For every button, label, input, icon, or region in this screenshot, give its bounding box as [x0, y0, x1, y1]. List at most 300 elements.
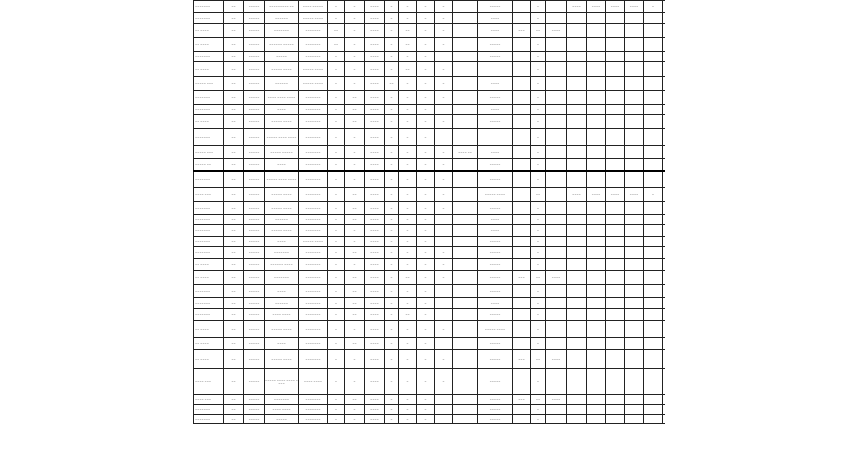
table-cell: ~~ — [224, 129, 244, 146]
table-row — [194, 105, 666, 115]
table-cell: ~ — [345, 225, 365, 237]
table-cell: ~ — [417, 309, 435, 321]
table-cell — [644, 62, 663, 77]
table-cell: ~ — [385, 369, 399, 395]
table-cell: ~~~~~~~ — [194, 247, 224, 259]
table-cell — [453, 188, 478, 202]
table-cell — [453, 1, 478, 13]
table-cell — [513, 91, 531, 105]
table-cell — [567, 62, 587, 77]
table-cell: ~ — [328, 225, 345, 237]
table-cell — [663, 215, 666, 225]
table-cell: ~~~~~ — [244, 171, 265, 188]
table-cell: ~ — [385, 13, 399, 24]
table-cell: ~ — [531, 1, 546, 13]
table-cell: ~~~~ — [478, 225, 513, 237]
table-cell: ~~~~~~~ — [299, 105, 328, 115]
table-cell: ~ — [435, 271, 453, 285]
table-cell: ~~~~~~~ — [194, 202, 224, 215]
table-cell: ~ — [399, 321, 417, 338]
table-cell: ~~ ~~~~ — [194, 62, 224, 77]
table-cell: ~ — [435, 350, 453, 369]
table-cell: ~ — [345, 171, 365, 188]
table-cell: ~ — [531, 259, 546, 271]
table-cell — [435, 309, 453, 321]
table-cell — [606, 13, 625, 24]
table-cell: ~~ — [224, 202, 244, 215]
table-cell: ~~~~~~~ — [299, 298, 328, 309]
table-cell — [644, 105, 663, 115]
table-cell — [587, 237, 606, 247]
table-cell: ~~~~ — [365, 369, 385, 395]
table-cell: ~~ — [399, 271, 417, 285]
table-cell — [606, 338, 625, 350]
table-cell — [513, 369, 531, 395]
table-cell: ~~~~~~~ — [265, 271, 299, 285]
table-cell — [663, 259, 666, 271]
table-cell — [546, 13, 567, 24]
table-row — [194, 202, 666, 215]
table-cell — [546, 369, 567, 395]
table-cell — [587, 338, 606, 350]
table-cell — [606, 285, 625, 298]
table-row — [194, 395, 666, 405]
table-cell: ~ — [385, 62, 399, 77]
table-cell — [567, 298, 587, 309]
table-cell: ~ — [345, 1, 365, 13]
table-row — [194, 171, 666, 188]
table-cell — [587, 62, 606, 77]
table-cell — [546, 115, 567, 129]
table-cell: ~~~~~ ~~~~ — [265, 202, 299, 215]
table-cell — [567, 321, 587, 338]
table-cell: ~ — [399, 395, 417, 405]
table-cell: ~ — [385, 309, 399, 321]
table-cell — [567, 309, 587, 321]
table-cell: ~ — [417, 259, 435, 271]
table-cell — [606, 215, 625, 225]
table-cell: ~ — [417, 415, 435, 424]
table-cell: ~ — [385, 159, 399, 171]
table-cell — [453, 338, 478, 350]
table-cell: ~~~~ — [365, 247, 385, 259]
table-cell — [567, 115, 587, 129]
table-cell: ~~~~~ — [478, 38, 513, 52]
table-cell — [663, 405, 666, 415]
table-cell: ~~ ~~~~ — [194, 259, 224, 271]
table-cell: ~ — [328, 146, 345, 159]
table-cell: ~ — [417, 298, 435, 309]
table-cell: ~ — [328, 202, 345, 215]
table-cell: ~~~~~~ — [265, 215, 299, 225]
table-row — [194, 159, 666, 171]
table-cell: ~~~~ — [365, 115, 385, 129]
table-cell — [644, 146, 663, 159]
table-cell: ~ — [531, 171, 546, 188]
table-cell: ~~~~~ — [478, 350, 513, 369]
table-cell: ~ — [328, 415, 345, 424]
table-cell: ~ — [417, 105, 435, 115]
table-cell: ~~~~~~~ — [299, 259, 328, 271]
table-cell — [625, 225, 644, 237]
table-row — [194, 369, 666, 395]
table-cell — [663, 202, 666, 215]
table-cell — [453, 129, 478, 146]
table-cell — [546, 309, 567, 321]
table-cell: ~~ — [224, 298, 244, 309]
table-cell — [546, 202, 567, 215]
table-cell: ~~~~~ — [478, 405, 513, 415]
table-cell: ~ — [385, 259, 399, 271]
table-cell: ~~ — [224, 159, 244, 171]
table-cell: ~~~~ — [478, 77, 513, 91]
table-cell: ~~ — [224, 405, 244, 415]
table-cell: ~~~~~ — [244, 247, 265, 259]
table-cell: ~~~~ — [478, 298, 513, 309]
table-cell — [546, 171, 567, 188]
table-cell: ~~~~~ — [244, 115, 265, 129]
table-cell — [453, 77, 478, 91]
table-cell: ~~~~ — [365, 271, 385, 285]
table-cell: ~~ — [399, 24, 417, 38]
table-cell: ~~~~~~ ~~~~ — [265, 259, 299, 271]
table-cell: ~ — [531, 202, 546, 215]
table-cell: ~~~~~ — [478, 415, 513, 424]
table-cell: ~ — [531, 62, 546, 77]
table-cell: ~~~~~~~ — [299, 247, 328, 259]
table-cell — [606, 369, 625, 395]
table-cell — [587, 52, 606, 62]
table-cell: ~~~~~~~ — [299, 115, 328, 129]
table-row — [194, 215, 666, 225]
table-cell — [587, 202, 606, 215]
table-cell: ~ — [399, 237, 417, 247]
table-cell — [567, 38, 587, 52]
table-cell: ~~~~~~~ — [299, 52, 328, 62]
table-cell: ~ — [531, 369, 546, 395]
table-cell: ~~~~~~~ — [265, 395, 299, 405]
table-cell — [663, 237, 666, 247]
table-cell — [625, 202, 644, 215]
table-cell — [567, 52, 587, 62]
table-cell — [513, 285, 531, 298]
table-cell: ~~~~~~~ — [194, 298, 224, 309]
table-cell — [625, 13, 644, 24]
table-cell: ~~~~~ — [244, 38, 265, 52]
table-cell: ~~~~ — [365, 52, 385, 62]
table-cell: ~~~~ — [567, 1, 587, 13]
table-cell — [625, 405, 644, 415]
table-row — [194, 309, 666, 321]
table-cell — [513, 105, 531, 115]
table-cell: ~~~~ — [265, 105, 299, 115]
table-cell — [453, 115, 478, 129]
table-cell: ~~ — [345, 309, 365, 321]
table-cell: ~~ — [224, 62, 244, 77]
table-cell: ~~~~~ ~~~~ — [299, 13, 328, 24]
table-cell: ~~~~~ — [478, 285, 513, 298]
table-cell: ~~~~~ ~~ — [194, 159, 224, 171]
table-cell — [644, 38, 663, 52]
table-cell: ~~ — [531, 188, 546, 202]
table-cell — [625, 77, 644, 91]
table-cell: ~~~~~ ~~~~ — [265, 115, 299, 129]
table-cell: ~~~~~~~ — [194, 129, 224, 146]
table-cell — [625, 52, 644, 62]
table-cell: ~~ — [224, 321, 244, 338]
table-cell: ~ — [385, 285, 399, 298]
table-cell: ~~ — [224, 395, 244, 405]
table-cell: ~ — [385, 395, 399, 405]
table-cell: ~~~~~ — [244, 350, 265, 369]
table-cell — [625, 105, 644, 115]
table-cell: ~~~~ — [365, 24, 385, 38]
table-cell — [567, 24, 587, 38]
table-cell — [587, 415, 606, 424]
table-cell — [513, 247, 531, 259]
table-cell: ~ — [385, 188, 399, 202]
table-cell — [663, 1, 666, 13]
table-cell — [644, 338, 663, 350]
table-cell: ~~ ~~~~ — [194, 115, 224, 129]
table-cell — [606, 395, 625, 405]
table-cell — [567, 171, 587, 188]
table-cell — [663, 62, 666, 77]
table-cell: ~~~~~ — [244, 146, 265, 159]
table-cell: ~ — [399, 298, 417, 309]
table-cell — [644, 271, 663, 285]
table-cell — [546, 215, 567, 225]
table-cell — [644, 247, 663, 259]
table-cell — [663, 338, 666, 350]
table-cell: ~~~~ — [265, 285, 299, 298]
table-cell: ~ — [399, 369, 417, 395]
table-cell: ~~~~~~~ — [299, 350, 328, 369]
table-cell: ~ — [345, 62, 365, 77]
table-cell: ~ — [328, 13, 345, 24]
table-cell — [663, 271, 666, 285]
table-cell — [663, 285, 666, 298]
table-cell: ~ — [399, 129, 417, 146]
table-cell: ~~ — [345, 247, 365, 259]
table-cell: ~~~~~~~ — [194, 405, 224, 415]
table-cell — [567, 350, 587, 369]
table-cell — [513, 62, 531, 77]
table-cell: ~~ — [224, 247, 244, 259]
table-cell: ~~~~ — [478, 146, 513, 159]
table-cell: ~~~~~~~ — [299, 309, 328, 321]
table-cell — [606, 159, 625, 171]
table-row — [194, 237, 666, 247]
table-cell — [567, 202, 587, 215]
table-cell: ~~ — [224, 338, 244, 350]
table-cell: ~~~~ ~~ — [453, 146, 478, 159]
table-cell: ~ — [417, 129, 435, 146]
table-cell — [546, 188, 567, 202]
table-cell — [625, 171, 644, 188]
table-cell — [663, 298, 666, 309]
table-cell — [606, 309, 625, 321]
table-row — [194, 188, 666, 202]
table-cell: ~~~~ — [567, 188, 587, 202]
table-cell: ~~~~~ — [244, 415, 265, 424]
table-cell: ~~~~~~~ — [299, 38, 328, 52]
table-cell: ~ — [417, 77, 435, 91]
table-cell: ~~ ~~~~ — [194, 38, 224, 52]
table-cell — [546, 338, 567, 350]
table-cell: ~ — [417, 369, 435, 395]
table-cell: ~~~~ — [365, 298, 385, 309]
table-cell: ~ — [531, 285, 546, 298]
table-cell: ~~~~~~~ — [299, 405, 328, 415]
table-cell — [606, 298, 625, 309]
table-cell — [625, 38, 644, 52]
table-cell — [625, 115, 644, 129]
table-cell: ~ — [435, 369, 453, 395]
table-cell: ~~~~~~~ — [299, 188, 328, 202]
table-cell — [644, 77, 663, 91]
table-cell — [587, 38, 606, 52]
table-cell — [587, 146, 606, 159]
table-cell — [587, 350, 606, 369]
table-cell: ~~~~~~~ — [194, 52, 224, 62]
table-cell — [546, 298, 567, 309]
table-cell — [453, 225, 478, 237]
table-cell: ~~~~ — [546, 24, 567, 38]
table-cell: ~ — [385, 237, 399, 247]
table-cell: ~~ — [345, 115, 365, 129]
table-cell: ~~ — [224, 115, 244, 129]
table-cell: ~ — [435, 24, 453, 38]
table-row — [194, 129, 666, 146]
table-cell: ~ — [385, 146, 399, 159]
table-cell: ~ — [385, 129, 399, 146]
table-cell — [435, 105, 453, 115]
table-cell: ~~~~~~~ — [299, 202, 328, 215]
table-cell — [644, 259, 663, 271]
table-cell — [663, 171, 666, 188]
table-cell: ~~~~ — [478, 215, 513, 225]
table-cell: ~ — [345, 350, 365, 369]
table-cell — [567, 105, 587, 115]
table-cell — [513, 298, 531, 309]
table-cell — [546, 259, 567, 271]
table-cell: ~ — [399, 159, 417, 171]
table-cell: ~~~~~ — [244, 1, 265, 13]
table-cell: ~ — [417, 24, 435, 38]
table-cell: ~ — [399, 13, 417, 24]
table-cell — [513, 202, 531, 215]
table-cell — [644, 129, 663, 146]
table-cell: ~~~~~ — [244, 215, 265, 225]
table-cell — [567, 395, 587, 405]
table-cell: ~~~~~ — [244, 159, 265, 171]
table-cell — [587, 225, 606, 237]
table-cell: ~ — [531, 13, 546, 24]
table-cell: ~~ ~~~~ — [194, 24, 224, 38]
table-cell: ~~~~ — [265, 237, 299, 247]
table-cell: ~~ — [399, 309, 417, 321]
table-cell: ~ — [385, 115, 399, 129]
table-cell: ~~ — [345, 271, 365, 285]
table-cell — [513, 146, 531, 159]
table-cell: ~ — [328, 247, 345, 259]
table-cell: ~~ — [224, 215, 244, 225]
table-cell: ~~~~ — [365, 237, 385, 247]
table-cell: ~ — [385, 415, 399, 424]
table-cell: ~ — [531, 146, 546, 159]
table-cell — [513, 159, 531, 171]
table-cell — [644, 202, 663, 215]
table-row — [194, 247, 666, 259]
table-cell: ~ — [399, 115, 417, 129]
table-cell: ~~~~~ ~~~~ — [265, 350, 299, 369]
table-cell — [606, 171, 625, 188]
table-cell: ~~ — [224, 91, 244, 105]
table-cell — [663, 369, 666, 395]
table-cell — [546, 405, 567, 415]
table-cell — [663, 52, 666, 62]
table-cell — [435, 395, 453, 405]
table-cell: ~~ ~~~~ — [194, 338, 224, 350]
table-cell: ~~~~~~ ~~~~~ — [265, 38, 299, 52]
table-cell — [606, 259, 625, 271]
table-cell: ~ — [435, 188, 453, 202]
table-cell: ~ — [531, 321, 546, 338]
table-cell: ~ — [644, 188, 663, 202]
table-cell: ~ — [417, 91, 435, 105]
table-cell — [644, 285, 663, 298]
table-cell — [567, 225, 587, 237]
table-cell: ~~~~~ ~~~~ ~~~~ — [265, 129, 299, 146]
table-cell — [587, 129, 606, 146]
table-cell — [453, 52, 478, 62]
table-cell — [663, 146, 666, 159]
table-body — [194, 1, 666, 424]
table-cell: ~ — [531, 77, 546, 91]
table-cell: ~ — [385, 202, 399, 215]
table-cell: ~ — [417, 321, 435, 338]
table-cell: ~~~~~ — [265, 52, 299, 62]
table-cell: ~~ — [224, 309, 244, 321]
table-cell: ~~~~~ — [478, 91, 513, 105]
table-cell: ~ — [399, 188, 417, 202]
table-cell: ~ — [345, 259, 365, 271]
table-row — [194, 115, 666, 129]
table-cell — [644, 225, 663, 237]
table-cell: ~ — [435, 77, 453, 91]
table-cell: ~~~~~ — [244, 24, 265, 38]
table-cell: ~~~~ — [265, 159, 299, 171]
table-cell — [513, 415, 531, 424]
table-cell — [625, 395, 644, 405]
table-cell: ~~~~~~ — [265, 298, 299, 309]
table-cell: ~ — [531, 247, 546, 259]
table-cell: ~~~~~~~ — [299, 338, 328, 350]
table-cell — [567, 77, 587, 91]
table-cell: ~~~~~~~ — [194, 1, 224, 13]
table-cell: ~~~~ — [365, 415, 385, 424]
table-cell: ~ — [385, 350, 399, 369]
table-cell — [567, 129, 587, 146]
table-cell — [644, 13, 663, 24]
table-cell: ~~~~~~ — [265, 77, 299, 91]
table-cell — [644, 369, 663, 395]
table-cell: ~~~~ — [365, 129, 385, 146]
table-cell — [625, 259, 644, 271]
table-cell: ~ — [399, 259, 417, 271]
table-cell — [435, 52, 453, 62]
